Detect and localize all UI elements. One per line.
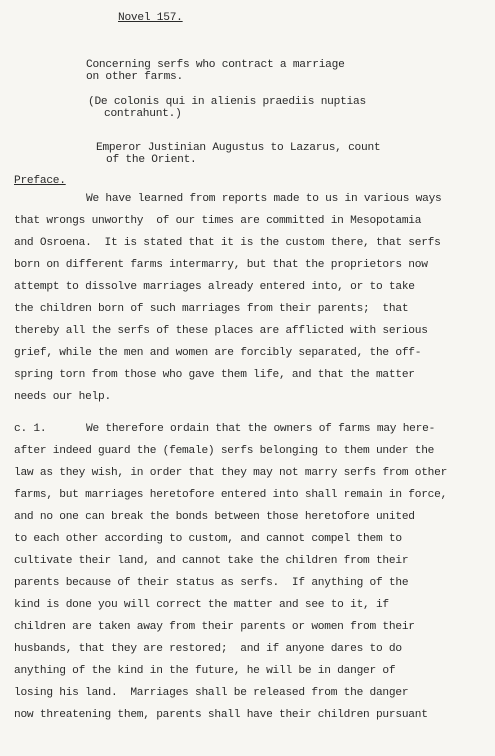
address-line-1: Emperor Justinian Augustus to Lazarus, count bbox=[96, 142, 381, 154]
preface-line: attempt to dissolve marriages already entered into, or to take bbox=[14, 281, 415, 293]
chapter-1-label: c. 1. bbox=[14, 423, 47, 435]
preface-line: needs our help. bbox=[14, 391, 111, 403]
chapter-1-line: We therefore ordain that the owners of farms may here- bbox=[86, 423, 436, 435]
chapter-1-line: anything of the kind in the future, he will be in danger of bbox=[14, 665, 396, 677]
title-english-line-1: Concerning serfs who contract a marriage bbox=[86, 59, 345, 71]
preface-line: thereby all the serfs of these places are afflicted with serious bbox=[14, 325, 428, 337]
chapter-1-line: parents because of their status as serfs. If anything of the bbox=[14, 577, 409, 589]
chapter-1-line: to each other according to custom, and cannot compel them to bbox=[14, 533, 402, 545]
chapter-1-line: now threatening them, parents shall have their children pursuant bbox=[14, 709, 428, 721]
novel-heading: Novel 157. bbox=[118, 12, 183, 24]
title-latin-line-2: contrahunt.) bbox=[104, 108, 182, 120]
chapter-1-line: husbands, that they are restored; and if anyone dares to do bbox=[14, 643, 402, 655]
chapter-1-line: kind is done you will correct the matter and see to it, if bbox=[14, 599, 389, 611]
chapter-1-line: children are taken away from their parents or women from their bbox=[14, 621, 415, 633]
address-line-2: of the Orient. bbox=[106, 154, 197, 166]
chapter-1-line: after indeed guard the (female) serfs belonging to them under the bbox=[14, 445, 435, 457]
preface-line: spring torn from those who gave them life, and that the matter bbox=[14, 369, 415, 381]
chapter-1-line: cultivate their land, and cannot take the children from their bbox=[14, 555, 409, 567]
preface-line: that wrongs unworthy of our times are committed in Mesopotamia bbox=[14, 215, 422, 227]
preface-line: We have learned from reports made to us in various ways bbox=[86, 193, 442, 205]
chapter-1-line: law as they wish, in order that they may not marry serfs from other bbox=[14, 467, 448, 479]
preface-line: born on different farms intermarry, but that the proprietors now bbox=[14, 259, 428, 271]
preface-line: the children born of such marriages from their parents; that bbox=[14, 303, 409, 315]
preface-line: grief, while the men and women are forcibly separated, the off- bbox=[14, 347, 422, 359]
preface-line: and Osroena. It is stated that it is the custom there, that serfs bbox=[14, 237, 441, 249]
chapter-1-line: and no one can break the bonds between those heretofore united bbox=[14, 511, 415, 523]
title-english-line-2: on other farms. bbox=[86, 71, 183, 83]
title-latin-line-1: (De colonis qui in alienis praediis nuptias bbox=[88, 96, 366, 108]
chapter-1-line: farms, but marriages heretofore entered into shall remain in force, bbox=[14, 489, 448, 501]
chapter-1-line: losing his land. Marriages shall be released from the danger bbox=[14, 687, 409, 699]
preface-label: Preface. bbox=[14, 175, 66, 187]
